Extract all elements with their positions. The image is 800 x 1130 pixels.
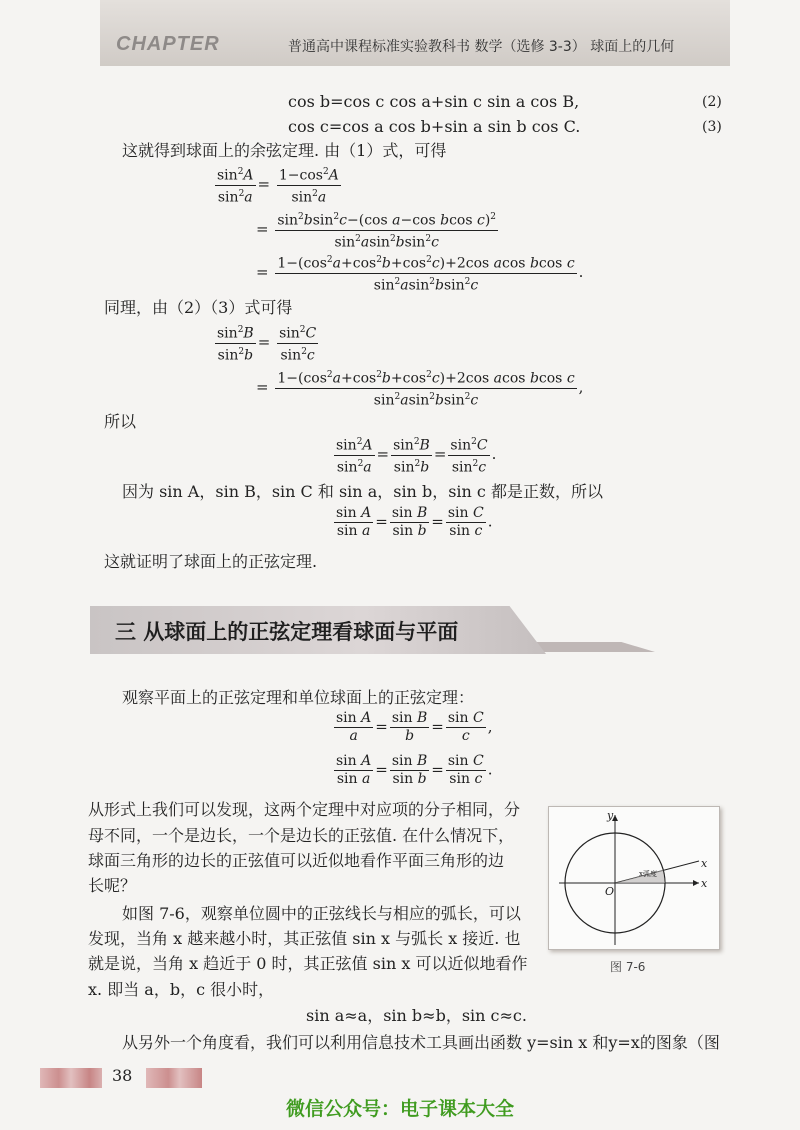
footer-bar-right [146, 1068, 202, 1088]
para-fig-line-1: 如图 7-6，观察单位圆中的正弦线长与相应的弧长，可以 [122, 904, 521, 923]
derivation-2-line-2: = $\frac{1-(\cos^2a+\cos^2b+\cos^2c)+2\cos acos bcos c}{\sin^2asin^2bsin^2c}$ , [256, 367, 583, 409]
spherical-sine-law: $\frac{\text{sin A}}{\text{sin a}}$ = $\frac{\text{sin B}}{\text{sin b}}$ = $\frac{\text{sin C}}{\text{sin c}}$ . [336, 505, 493, 539]
derivation-2-line-1: $\frac{\sin^2B}{\sin^2b}$ = $\frac{\sin^2C}{\sin^2c}$ [213, 322, 320, 364]
figure-label-x-axis: x [701, 877, 708, 890]
paragraph-another-angle: 从另外一个角度看，我们可以利用信息技术工具画出函数 y=sin x 和y=x的图象（图 [122, 1033, 720, 1052]
equation-3: cos c=cos a cos b+sin a sin b cos C. [288, 117, 581, 136]
equation-2-number: (2) [702, 94, 722, 110]
book-title: 普通高中课程标准实验教科书 数学（选修 3-3） 球面上的几何 [288, 39, 675, 55]
para-fig-line-4: x. 即当 a，b，c 很小时， [88, 980, 275, 999]
unit-circle-diagram [549, 807, 719, 949]
figure-label-y: y [607, 809, 614, 822]
footer-bar-left [40, 1068, 102, 1088]
equation-3-number: (3) [702, 119, 722, 135]
paragraph-observe: 观察平面上的正弦定理和单位球面上的正弦定理： [122, 688, 475, 707]
para-form-line-3: 球面三角形的边长的正弦值可以近似地看作平面三角形的边 [88, 851, 505, 870]
para-form-line-1: 从形式上我们可以发现，这两个定理中对应项的分子相同，分 [88, 800, 521, 819]
derivation-1-line-2: = $\frac{\sin^2bsin^2c-(\cos a-\cos bcos c)^2}{\sin^2asin^2bsin^2c}$ [256, 209, 500, 251]
plane-sine-law: $\frac{\text{sin A}}{a}$ = $\frac{\text{sin B}}{b}$ = $\frac{\text{sin C}}{c}$ , [336, 710, 493, 744]
figure-label-x-ray: x [701, 857, 708, 870]
paragraph-therefore: 所以 [104, 412, 137, 431]
page-number: 38 [112, 1066, 133, 1085]
figure-label-arc: x弧度 [639, 870, 657, 878]
paragraph-cosine-law: 这就得到球面上的余弦定理. 由（1）式，可得 [122, 141, 447, 160]
derivation-1-line-1: $\frac{\sin^2A}{\sin^2a}$ = $\frac{1-\cos^2A}{\sin^2a}$ [213, 164, 343, 206]
wechat-watermark: 微信公众号：电子课本大全 [285, 1098, 514, 1120]
equation-2: cos b=cos c cos a+sin c sin a cos B, [288, 92, 580, 111]
para-form-line-4: 长呢？ [88, 876, 137, 895]
paragraph-proved: 这就证明了球面上的正弦定理. [104, 552, 318, 571]
section-title: 三 从球面上的正弦定理看球面与平面 [115, 620, 459, 644]
para-fig-line-3: 就是说，当角 x 趋近于 0 时，其正弦值 sin x 可以近似地看作 [88, 954, 528, 973]
para-fig-line-2: 发现，当角 x 越来越小时，其正弦值 sin x 与弧长 x 接近. 也 [88, 929, 521, 948]
figure-caption: 图 7-6 [610, 960, 646, 974]
spherical-sine-law-2: $\frac{\text{sin A}}{\text{sin a}}$ = $\frac{\text{sin B}}{\text{sin b}}$ = $\frac{\text{sin C}}{\text{sin c}}$ . [336, 753, 493, 787]
paragraph-similarly: 同理，由（2）（3）式可得 [104, 298, 293, 317]
paragraph-positive: 因为 sin A，sin B，sin C 和 sin a，sin b，sin c 都是正数，所以 [122, 482, 603, 501]
figure-7-6 [548, 806, 720, 950]
derivation-1-line-3: = $\frac{1-(\cos^2a+\cos^2b+\cos^2c)+2\cos acos bcos c}{\sin^2asin^2bsin^2c}$ . [256, 252, 583, 294]
para-form-line-2: 母不同，一个是边长，一个是边长的正弦值. 在什么情况下， [88, 826, 515, 845]
ratio-squared-equation: $\frac{\sin^2A}{\sin^2a}$ = $\frac{\sin^2B}{\sin^2b}$ = $\frac{\sin^2C}{\sin^2c}$ . [332, 434, 496, 476]
approximation-equation: sin a≈a，sin b≈b，sin c≈c. [306, 1006, 527, 1025]
chapter-label: CHAPTER [116, 33, 220, 55]
figure-label-origin: O [605, 885, 615, 898]
